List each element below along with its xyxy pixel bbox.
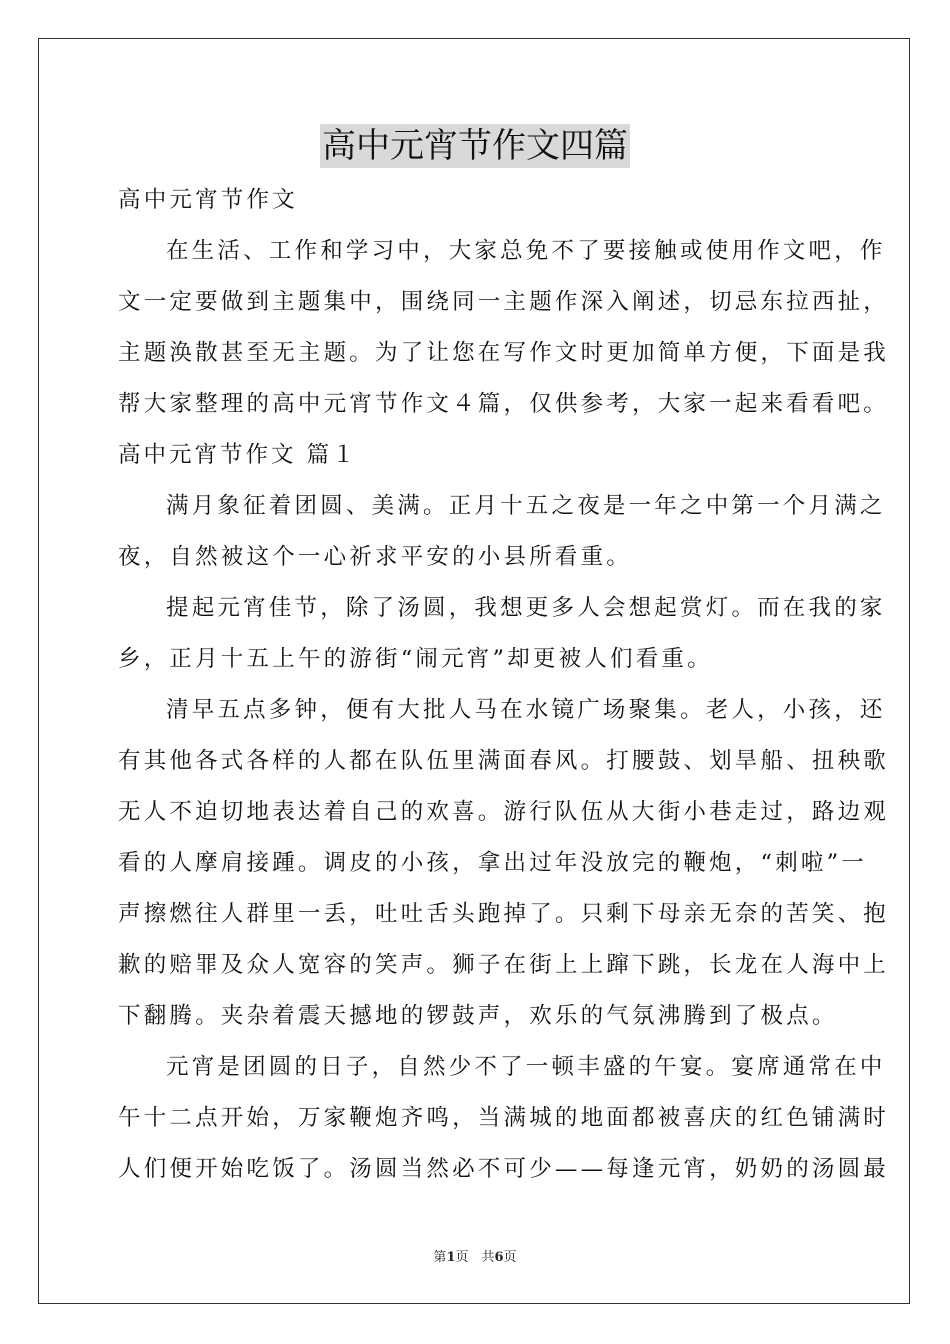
body-line: 看的人摩肩接踵。调皮的小孩，拿出过年没放完的鞭炮，“刺啦”一	[118, 850, 868, 876]
footer-prefix: 第	[433, 1250, 447, 1265]
body-line: 无人不迫切地表达着自己的欢喜。游行队伍从大街小巷走过，路边观	[118, 799, 890, 825]
body-line: 歉的赔罪及众人宽容的笑声。狮子在街上上蹿下跳，长龙在人海中上	[118, 952, 890, 978]
document-title: 高中元宵节作文四篇	[322, 126, 628, 166]
body-line: 有其他各式各样的人都在队伍里满面春风。打腰鼓、划旱船、扭秧歌	[118, 748, 890, 774]
section-heading: 高中元宵节作文 篇１	[118, 442, 358, 468]
body-line: 满月象征着团圆、美满。正月十五之夜是一年之中第一个月满之	[166, 493, 886, 519]
body-line: 文一定要做到主题集中，围绕同一主题作深入阐述，切忌东拉西扯，	[118, 289, 890, 315]
body-line: 元宵是团圆的日子，自然少不了一顿丰盛的午宴。宴席通常在中	[166, 1054, 886, 1080]
body-line: 人们便开始吃饭了。汤圆当然必不可少——每逢元宵，奶奶的汤圆最	[118, 1156, 890, 1182]
body-line: 帮大家整理的高中元宵节作文４篇，仅供参考，大家一起来看看吧。	[118, 391, 890, 417]
body-line: 高中元宵节作文	[118, 187, 298, 213]
body-line: 声擦燃往人群里一丢，吐吐舌头跑掉了。只剩下母亲无奈的苦笑、抱	[118, 901, 890, 927]
body-line: 在生活、工作和学习中，大家总免不了要接触或使用作文吧，作	[166, 238, 886, 264]
body-line: 下翻腾。夹杂着震天撼地的锣鼓声，欢乐的气氛沸腾到了极点。	[118, 1003, 838, 1029]
body-line: 清早五点多钟，便有大批人马在水镜广场聚集。老人，小孩，还	[166, 697, 886, 723]
body-line: 夜，自然被这个一心祈求平安的小县所看重。	[118, 544, 633, 570]
body-line: 主题涣散甚至无主题。为了让您在写作文时更加简单方便，下面是我	[118, 340, 890, 366]
title-container	[0, 124, 950, 168]
document-body	[118, 175, 890, 1195]
current-page-number: 1	[446, 1250, 456, 1265]
body-line: 提起元宵佳节，除了汤圆，我想更多人会想起赏灯。而在我的家	[166, 595, 886, 621]
footer-mid: 页 共	[455, 1250, 495, 1265]
body-line: 乡，正月十五上午的游街“闹元宵”却更被人们看重。	[118, 646, 713, 672]
body-line: 午十二点开始，万家鞭炮齐鸣，当满城的地面都被喜庆的红色铺满时	[118, 1105, 890, 1131]
page-footer	[0, 1246, 950, 1265]
total-page-count: 6	[494, 1250, 504, 1265]
footer-suffix: 页	[503, 1250, 517, 1265]
